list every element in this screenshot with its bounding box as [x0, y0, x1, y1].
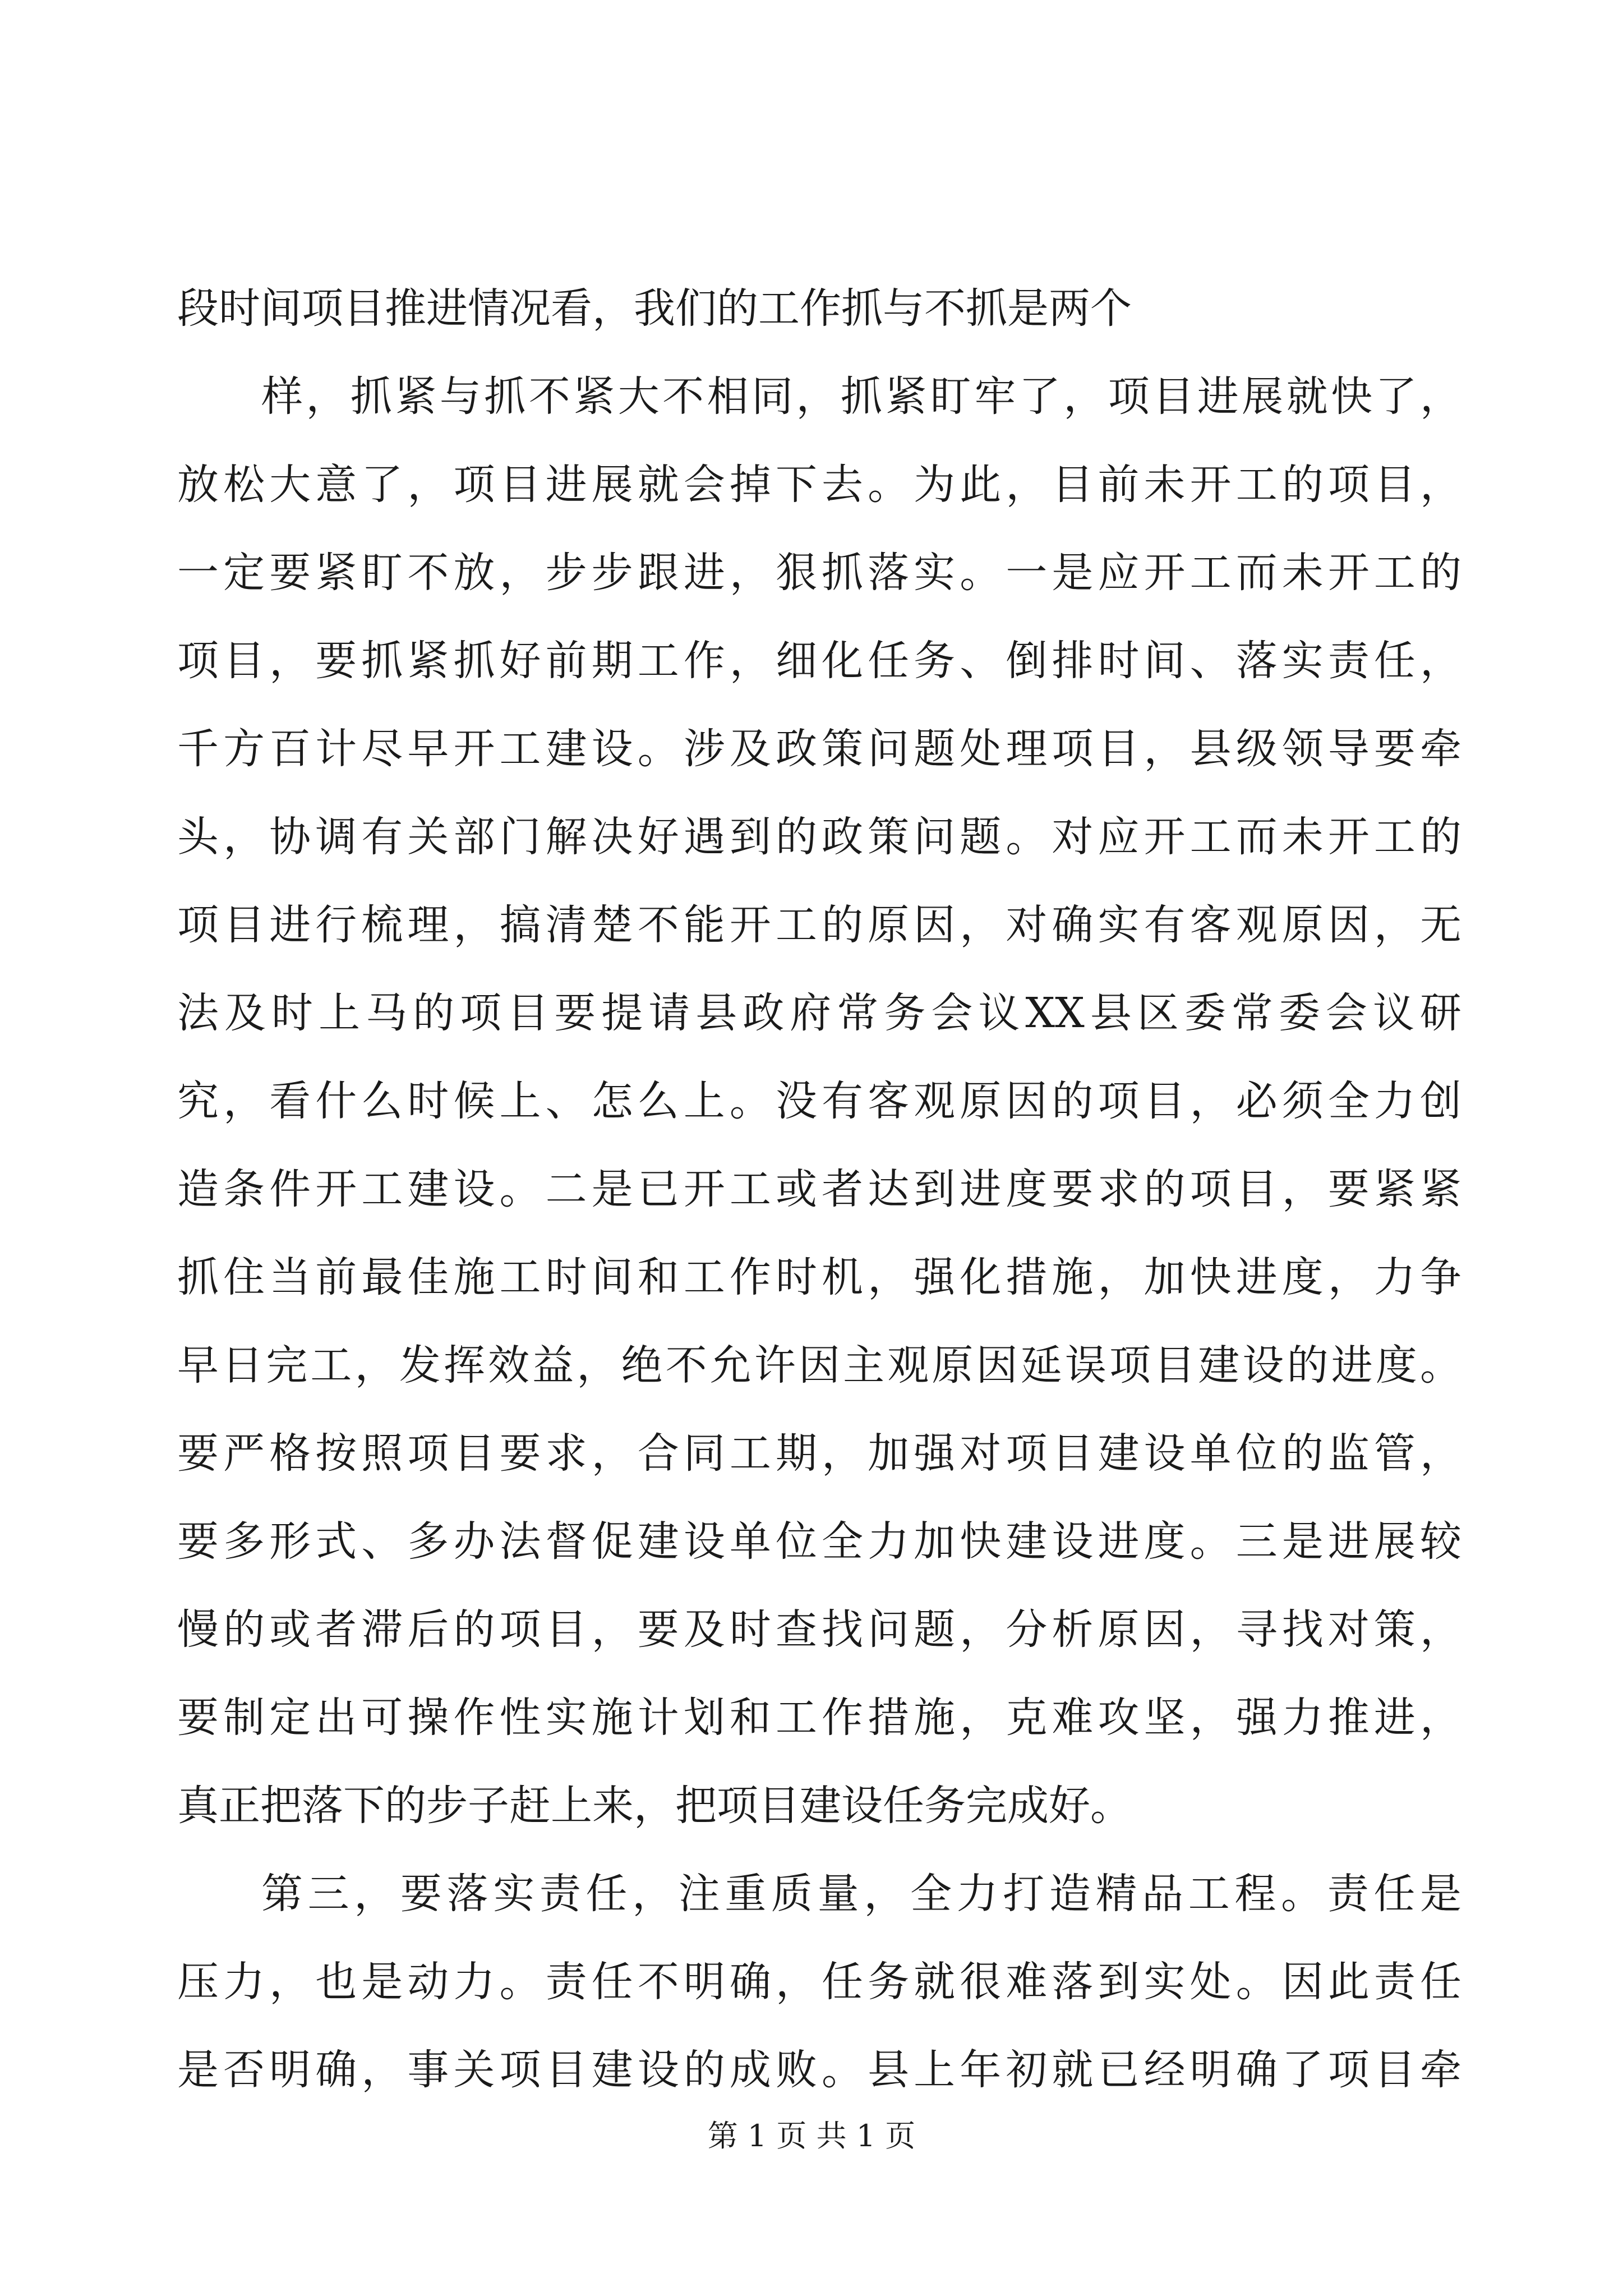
text-line: 法及时上马的项目要提请县政府常务会议XX县区委常委会议研 [177, 989, 1461, 1037]
text-line: 抓住当前最佳施工时间和工作时机，强化措施，加快进度，力争 [177, 1253, 1461, 1301]
text-line: 压力，也是动力。责任不明确，任务就很难落到实处。因此责任 [177, 1958, 1461, 2006]
text-line: 一定要紧盯不放，步步跟进，狠抓落实。一是应开工而未开工的 [177, 549, 1461, 597]
text-line: 千方百计尽早开工建设。涉及政策问题处理项目，县级领导要牵 [177, 725, 1461, 773]
text-line: 项目，要抓紧抓好前期工作，细化任务、倒排时间、落实责任， [177, 637, 1461, 685]
text-line: 样，抓紧与抓不紧大不相同，抓紧盯牢了，项目进展就快了， [261, 372, 1461, 421]
text-line: 造条件开工建设。二是已开工或者达到进度要求的项目，要紧紧 [177, 1165, 1461, 1213]
text-line: 放松大意了，项目进展就会掉下去。为此，目前未开工的项目， [177, 461, 1461, 509]
text-line: 要多形式、多办法督促建设单位全力加快建设进度。三是进展较 [177, 1517, 1461, 1566]
text-line: 究，看什么时候上、怎么上。没有客观原因的项目，必须全力创 [177, 1077, 1461, 1125]
text-line: 真正把落下的步子赶上来，把项目建设任务完成好。 [177, 1782, 1132, 1830]
text-line: 是否明确，事关项目建设的成败。县上年初就已经明确了项目牵 [177, 2046, 1461, 2094]
text-line: 段时间项目推进情况看，我们的工作抓与不抓是两个 [177, 284, 1132, 333]
text-line: 头，协调有关部门解决好遇到的政策问题。对应开工而未开工的 [177, 813, 1461, 861]
text-line: 要制定出可操作性实施计划和工作措施，克难攻坚，强力推进， [177, 1694, 1461, 1742]
page-number: 第 1 页 共 1 页 [707, 2118, 916, 2154]
text-line: 慢的或者滞后的项目，要及时查找问题，分析原因，寻找对策， [177, 1605, 1461, 1654]
text-line: 项目进行梳理，搞清楚不能开工的原因，对确实有客观原因，无 [177, 901, 1461, 949]
page-footer [0, 2112, 1623, 2155]
text-line: 第三，要落实责任，注重质量，全力打造精品工程。责任是 [261, 1870, 1461, 1918]
text-line: 要严格按照项目要求，合同工期，加强对项目建设单位的监管， [177, 1429, 1461, 1478]
body-text [177, 265, 1461, 2114]
text-line: 早日完工，发挥效益，绝不允许因主观原因延误项目建设的进度。 [177, 1341, 1461, 1389]
